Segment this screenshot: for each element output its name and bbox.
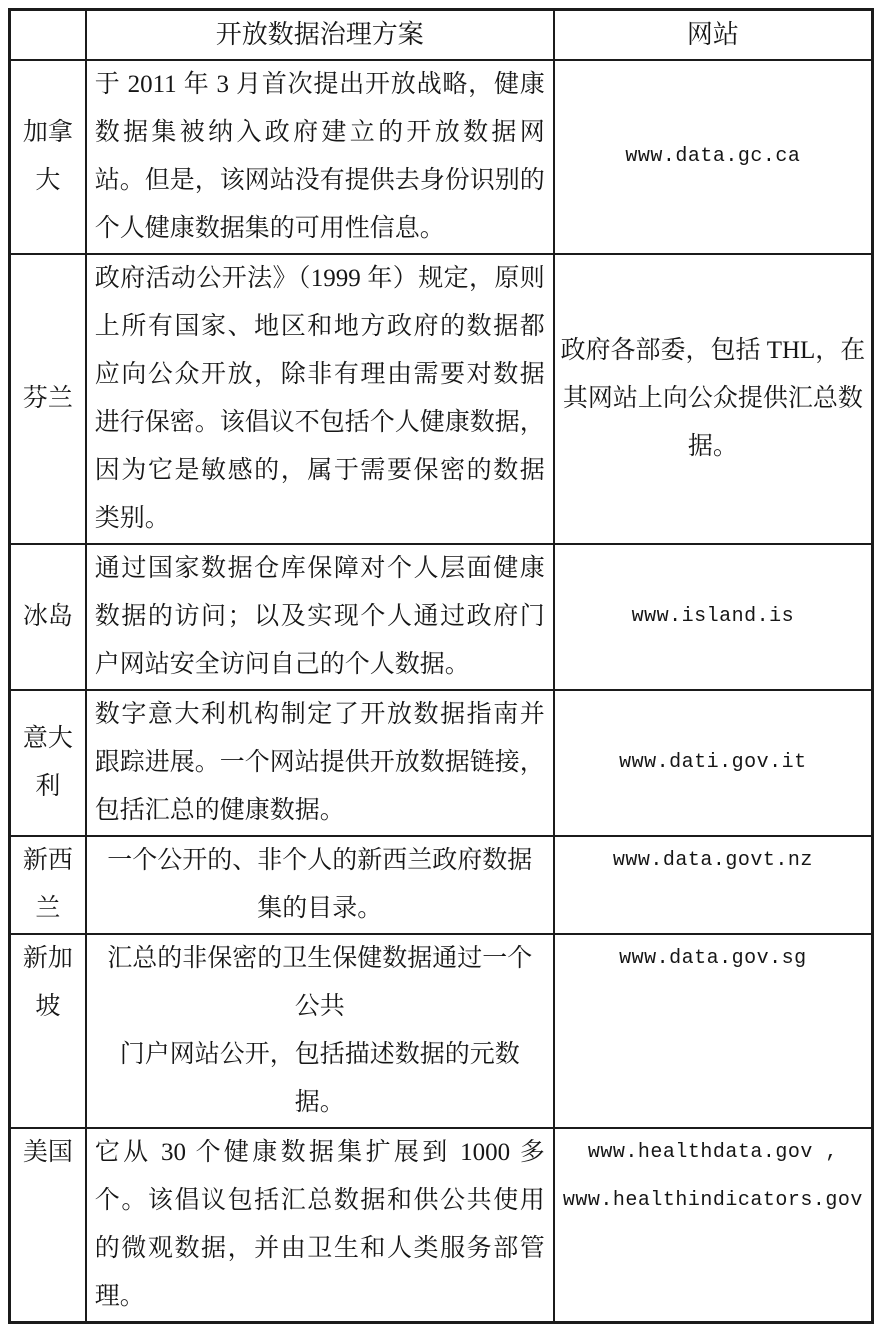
plan-line: 理。 bbox=[94, 1283, 145, 1310]
plan-cell bbox=[86, 934, 554, 1128]
plan-line: 上所有国家、地区和地方政府的数据都 bbox=[94, 313, 545, 340]
plan-line: 类别。 bbox=[94, 505, 170, 532]
country-cell: 芬兰 bbox=[10, 254, 86, 544]
plan-cell bbox=[86, 1128, 554, 1323]
plan-line: 的微观数据，并由卫生和人类服务部管 bbox=[94, 1235, 545, 1262]
website-cell bbox=[554, 254, 873, 544]
country-cell: 意大利 bbox=[10, 690, 86, 836]
table-row bbox=[10, 836, 873, 934]
website-line: 政府各部委，包括 THL，在 bbox=[560, 337, 866, 364]
website-line: 据。 bbox=[687, 433, 738, 460]
table-row bbox=[10, 544, 873, 690]
table-row bbox=[10, 690, 873, 836]
country-cell: 新西兰 bbox=[10, 836, 86, 934]
website-cell bbox=[554, 60, 873, 254]
plan-line: 户网站安全访问自己的个人数据。 bbox=[94, 651, 470, 678]
header-country bbox=[10, 10, 86, 61]
header-plan: 开放数据治理方案 bbox=[86, 10, 554, 61]
plan-line: 数字意大利机构制定了开放数据指南并 bbox=[94, 701, 545, 728]
open-data-governance-table bbox=[8, 8, 874, 1324]
plan-line: 政府活动公开法》（1999 年）规定，原则 bbox=[94, 265, 545, 292]
plan-cell bbox=[86, 836, 554, 934]
website-line: www.healthindicators.gov bbox=[562, 1189, 863, 1212]
website-line: www.dati.gov.it bbox=[619, 751, 807, 774]
table-row bbox=[10, 1128, 873, 1323]
table-row bbox=[10, 60, 873, 254]
plan-line: 进行保密。该倡议不包括个人健康数据， bbox=[94, 409, 545, 436]
plan-line: 因为它是敏感的，属于需要保密的数据 bbox=[94, 457, 545, 484]
plan-cell bbox=[86, 544, 554, 690]
country-cell: 新加坡 bbox=[10, 934, 86, 1128]
table-row bbox=[10, 934, 873, 1128]
plan-line: 据。 bbox=[294, 1089, 345, 1116]
website-cell bbox=[554, 934, 873, 1128]
website-line: 其网站上向公众提供汇总数 bbox=[562, 385, 863, 412]
plan-line: 跟踪进展。一个网站提供开放数据链接， bbox=[94, 749, 545, 776]
website-line: www.data.gov.sg bbox=[619, 947, 807, 970]
plan-line: 门户网站公开，包括描述数据的元数 bbox=[119, 1041, 520, 1068]
table-row bbox=[10, 254, 873, 544]
plan-line: 它从 30 个健康数据集扩展到 1000 多 bbox=[94, 1139, 545, 1166]
country-cell: 美国 bbox=[10, 1128, 86, 1323]
plan-cell bbox=[86, 60, 554, 254]
header-row bbox=[10, 10, 873, 61]
website-cell bbox=[554, 544, 873, 690]
plan-line: 数据的访问；以及实现个人通过政府门 bbox=[94, 603, 545, 630]
website-line: www.data.govt.nz bbox=[612, 849, 813, 872]
table-body bbox=[10, 60, 873, 1323]
plan-line: 集的目录。 bbox=[257, 895, 383, 922]
website-cell bbox=[554, 836, 873, 934]
plan-line: 一个公开的、非个人的新西兰政府数据 bbox=[107, 847, 533, 874]
website-cell bbox=[554, 1128, 873, 1323]
website-line: www.data.gc.ca bbox=[625, 145, 801, 168]
plan-cell bbox=[86, 690, 554, 836]
plan-cell bbox=[86, 254, 554, 544]
plan-line: 汇总的非保密的卫生保健数据通过一个 bbox=[107, 945, 533, 972]
plan-line: 应向公众开放，除非有理由需要对数据 bbox=[94, 361, 545, 388]
plan-line: 通过国家数据仓库保障对个人层面健康 bbox=[94, 555, 545, 582]
plan-line: 公共 bbox=[294, 993, 345, 1020]
header-website: 网站 bbox=[554, 10, 873, 61]
plan-line: 数据集被纳入政府建立的开放数据网 bbox=[94, 119, 545, 146]
website-cell bbox=[554, 690, 873, 836]
plan-line: 包括汇总的健康数据。 bbox=[94, 797, 345, 824]
plan-line: 个人健康数据集的可用性信息。 bbox=[94, 215, 445, 242]
country-cell: 加拿大 bbox=[10, 60, 86, 254]
website-line: www.healthdata.gov , bbox=[587, 1141, 838, 1164]
plan-line: 站。但是，该网站没有提供去身份识别的 bbox=[94, 167, 545, 194]
country-cell: 冰岛 bbox=[10, 544, 86, 690]
plan-line: 于 2011 年 3 月首次提出开放战略，健康 bbox=[94, 71, 545, 98]
plan-line: 个。该倡议包括汇总数据和供公共使用 bbox=[94, 1187, 545, 1214]
website-line: www.island.is bbox=[631, 605, 795, 628]
